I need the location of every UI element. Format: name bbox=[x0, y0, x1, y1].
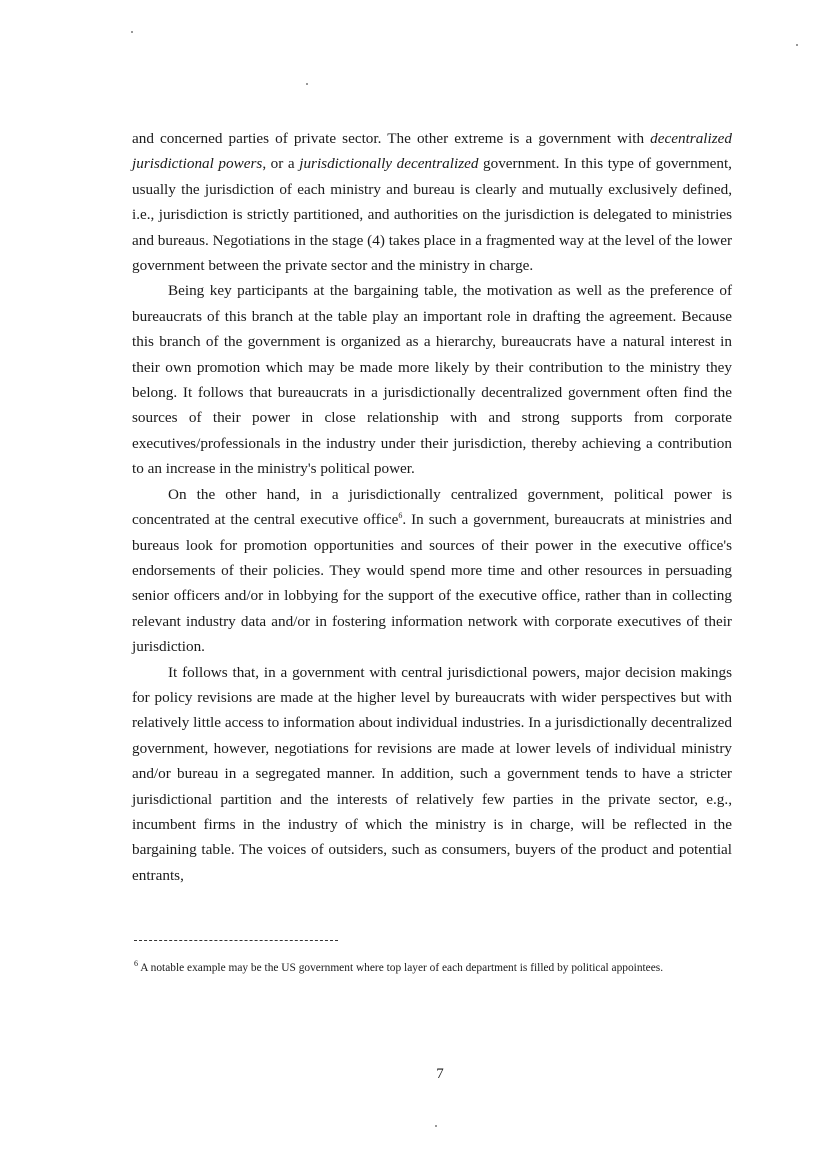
scan-speck bbox=[131, 31, 133, 33]
italic-phrase: jurisdictionally decentralized bbox=[299, 155, 479, 173]
paragraph bbox=[132, 660, 732, 889]
footnote-marker: 6 bbox=[134, 959, 138, 969]
body-text bbox=[132, 126, 732, 888]
scan-speck bbox=[306, 83, 308, 85]
paragraph bbox=[132, 126, 732, 278]
text-run: , or a bbox=[262, 155, 300, 173]
paragraph bbox=[132, 278, 732, 481]
text-run: and concerned parties of private sector. The other extreme is a government with bbox=[132, 130, 651, 147]
text-run: government. In this type of government, usually the jurisdiction of each ministry and bureau is clearly and mutually exclusively defined, i.e., jurisdiction is strictly partitioned, and authorities on the jurisdiction is delegated to ministries and bureaus. Negotiations in the stage (4) takes place in a fragmented way at the level of the lower government between the private sector and the ministry in charge. bbox=[132, 155, 732, 275]
text-run: Being key participants at the bargaining table, the motivation as well as the preference of bureaucrats of this branch at the table play an important role in drafting the agreement. Because this branch of the government is organized as a hierarchy, bureaucrats have a natural interest in their own promotion which may be made more likely by their contribution to the ministry they belong. It follows that bureaucrats in a jurisdictionally decentralized government often find the sources of their power in close relationship with and strong supports from corporate executives/professionals in the industry under their jurisdiction, thereby achieving a contribution to an increase in the ministry's political power. bbox=[132, 282, 732, 478]
text-run: On the other hand, in a jurisdictionally centralized government, political power is concentrated at the central executive office bbox=[132, 485, 732, 529]
footnote-text: A notable example may be the US government where top layer of each department is filled by political appointees. bbox=[138, 962, 664, 974]
italic-phrase: decentralized jurisdictional powers bbox=[132, 130, 732, 173]
text-run: . In such a government, bureaucrats at ministries and bureaus look for promotion opportunities and sources of their power in the executive office's endorsements of their policies. They would spend more time and other resources in persuading senior officers and/or in lobbying for the support of the executive office, rather than in collecting relevant industry data and/or in fostering information network with corporate executives of their jurisdiction. bbox=[132, 511, 732, 656]
footnote-separator bbox=[134, 940, 338, 941]
footnote bbox=[134, 955, 734, 982]
text-run: It follows that, in a government with central jurisdictional powers, major decision makings for policy revisions are made at the higher level by bureaucrats with wider perspectives but with relatively little access to information about individual industries. In a jurisdictionally decentralized government, however, negotiations for revisions are made at lower levels of individual ministry and/or bureau in a segregated manner. In addition, such a government tends to have a stricter jurisdictional partition and the interests of relatively few parties in the private sector, e.g., incumbent firms in the industry of which the ministry is in charge, will be reflected in the bargaining table. The voices of outsiders, such as consumers, buyers of the product and potential entrants, bbox=[132, 663, 732, 884]
paragraph bbox=[132, 482, 732, 660]
footnote-reference: 6 bbox=[398, 511, 403, 521]
page-number: 7 bbox=[436, 1066, 444, 1082]
scan-speck bbox=[796, 44, 798, 46]
scan-speck bbox=[435, 1125, 437, 1127]
